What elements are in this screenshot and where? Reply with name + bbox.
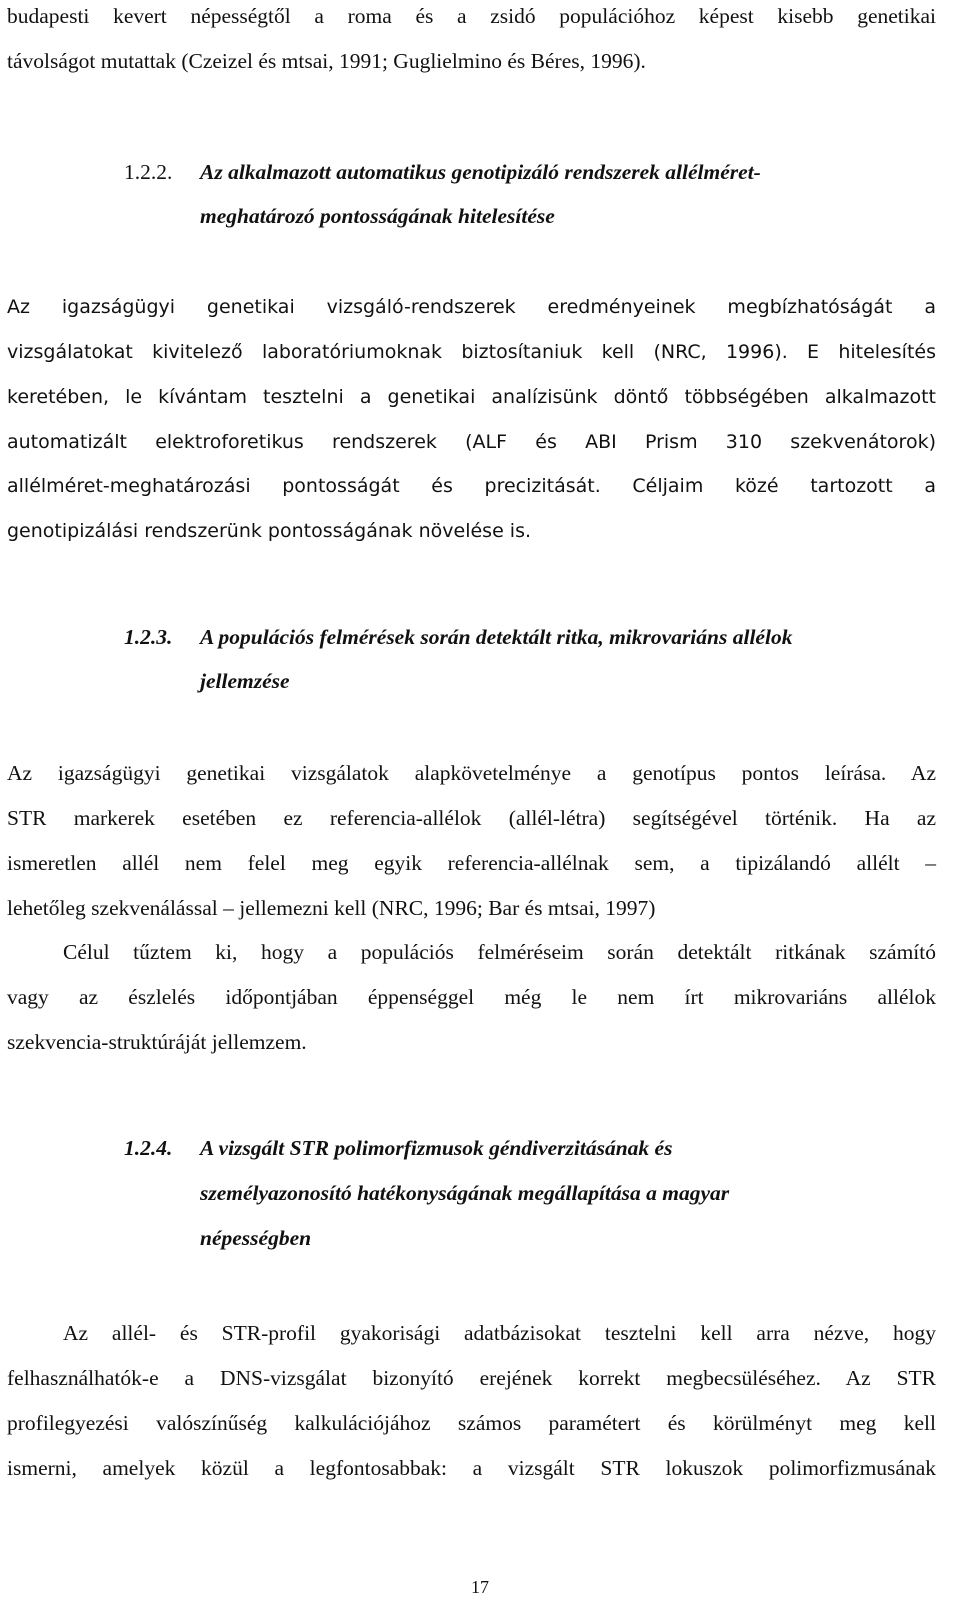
- section-123-title-line-2: jellemzése: [200, 669, 290, 693]
- section-124-para-line-1: Az allél- és STR-profil gyakorisági adatbázisokat tesztelni kell arra nézve, hogy: [63, 1321, 936, 1345]
- page-number: 17: [471, 1577, 489, 1597]
- section-124-para-line-4: ismerni, amelyek közül a legfontosabbak: a vizsgált STR lokuszok polimorfizmusának: [7, 1456, 936, 1480]
- section-123-para1-line-4: lehetőleg szekvenálással – jellemezni kell (NRC, 1996; Bar és mtsai, 1997): [7, 896, 656, 920]
- section-122-number: 1.2.2.: [124, 160, 173, 184]
- section-123-para1-line-3: ismeretlen allél nem felel meg egyik referencia-allélnak sem, a tipizálandó allélt –: [7, 851, 936, 875]
- intro-line-2: távolságot mutattak (Czeizel és mtsai, 1991; Guglielmino és Béres, 1996).: [7, 49, 646, 73]
- section-124-title-line-2: személyazonosító hatékonyságának megállapítása a magyar: [200, 1181, 730, 1205]
- section-124-number: 1.2.4.: [124, 1136, 173, 1160]
- intro-line-1: budapesti kevert népességtől a roma és a zsidó populációhoz képest kisebb genetikai: [7, 4, 936, 28]
- section-123-para2-line-1: Célul tűztem ki, hogy a populációs felméréseim során detektált ritkának számító: [63, 940, 936, 964]
- section-122-para-line-5: allélméret-meghatározási pontosságát és precizitását. Céljaim közé tartozott a: [7, 475, 936, 497]
- section-124-para-line-3: profilegyezési valószínűség kalkulációjához számos paramétert és körülményt meg kell: [7, 1411, 936, 1435]
- section-123-number: 1.2.3.: [124, 625, 173, 649]
- section-123-para1-line-2: STR markerek esetében ez referencia-allélok (allél-létra) segítségével történik. Ha az: [7, 806, 936, 830]
- section-124-title-line-1: A vizsgált STR polimorfizmusok géndiverzitásának és: [200, 1136, 673, 1160]
- section-123-para2-line-2: vagy az észlelés időpontjában éppenséggel még le nem írt mikrovariáns allélok: [7, 985, 936, 1009]
- section-122-para-line-3: keretében, le kívántam tesztelni a genetikai analízisünk döntő többségében alkalmazott: [7, 386, 936, 408]
- section-122-title-line-1: Az alkalmazott automatikus genotipizáló rendszerek allélméret-: [200, 160, 761, 184]
- section-122-para-line-4: automatizált elektroforetikus rendszerek (ALF és ABI Prism 310 szekvenátorok): [7, 431, 936, 453]
- section-124-title-line-3: népességben: [200, 1226, 312, 1250]
- section-123-para2-line-3: szekvencia-struktúráját jellemzem.: [7, 1030, 307, 1054]
- section-122-title-line-2: meghatározó pontosságának hitelesítése: [200, 204, 555, 228]
- section-124-para-line-2: felhasználhatók-e a DNS-vizsgálat bizonyító erejének korrekt megbecsüléséhez. Az STR: [7, 1366, 936, 1390]
- section-123-title-line-1: A populációs felmérések során detektált ritka, mikrovariáns allélok: [200, 625, 793, 649]
- section-122-para-line-2: vizsgálatokat kivitelező laboratóriumoknak biztosítaniuk kell (NRC, 1996). E hitelesítés: [7, 341, 936, 363]
- section-122-para-line-6: genotipizálási rendszerünk pontosságának növelése is.: [7, 520, 532, 542]
- section-122-para-line-1: Az igazságügyi genetikai vizsgáló-rendszerek eredményeinek megbízhatóságát a: [7, 296, 936, 318]
- section-123-para1-line-1: Az igazságügyi genetikai vizsgálatok alapkövetelménye a genotípus pontos leírása. Az: [7, 761, 936, 785]
